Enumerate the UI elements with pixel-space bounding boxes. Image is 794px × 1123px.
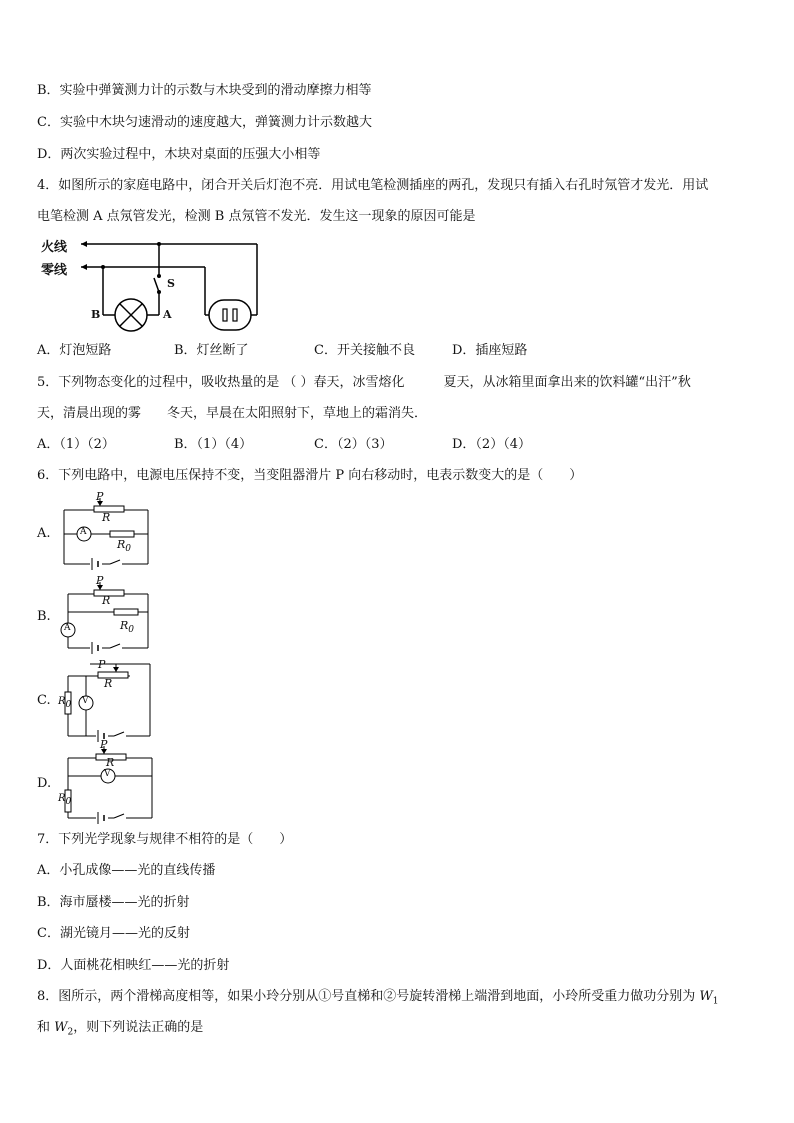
neutral-wire-label: 零线 [41, 263, 68, 278]
q8-stem-line1: 8．图所示，两个滑梯高度相等，如果小玲分别从①号直梯和②号旋转滑梯上端滑到地面，小玲所受重力做功分别为 $W_1$ [37, 989, 719, 1007]
q6d-voltmeter-label: V [104, 769, 111, 779]
q4-stem-line2: 电笔检测 A 点氖管发光，检测 B 点氖管不发光．发生这一现象的原因可能是 [37, 209, 476, 224]
point-a-label: A [163, 308, 172, 321]
q7-option-b: B．海市蜃楼——光的折射 [37, 895, 190, 910]
q7-option-a: A．小孔成像——光的直线传播 [37, 863, 216, 878]
q7-option-d: D．人面桃花相映红——光的折射 [37, 958, 230, 973]
q6d-r0-label: $R_0$ [58, 793, 72, 807]
q6c-p-label: P [98, 658, 106, 671]
q6-option-c-label: C. [37, 693, 51, 708]
q6d-p-label: P [100, 738, 108, 751]
q4-circuit-svg [37, 234, 267, 344]
q3-option-c: C．实验中木块匀速滑动的速度越大，弹簧测力计示数越大 [37, 115, 372, 130]
q5-option-b: B．（1）（4） [174, 437, 253, 452]
q7-option-c: C．湖光镜月——光的反射 [37, 926, 190, 941]
q6-circuit-b [60, 574, 160, 654]
q4-option-b: B．灯丝断了 [174, 343, 249, 358]
q6c-r-label: R [104, 677, 113, 690]
q6b-ammeter-label: A [64, 623, 71, 633]
q4-option-c: C．开关接触不良 [314, 343, 415, 358]
q5-stem-line2: 天，清晨出现的雾 冬天，早晨在太阳照射下，草地上的霜消失． [37, 406, 428, 421]
q6c-r0-label: $R_0$ [58, 696, 72, 710]
q6b-r0-label: $R_0$ [120, 619, 135, 636]
q6d-r-label: R [106, 756, 115, 769]
point-b-label: B [91, 308, 101, 321]
q6b-r-label: R [102, 594, 111, 607]
q7-stem: 7．下列光学现象与规律不相符的是（ ） [37, 832, 293, 847]
q6a-r0-label: $R_0$ [117, 538, 132, 555]
q3-option-b: B．实验中弹簧测力计的示数与木块受到的滑动摩擦力相等 [37, 83, 372, 98]
q6b-p-label: P [96, 574, 104, 587]
q3-option-d: D．两次实验过程中，木块对桌面的压强大小相等 [37, 147, 321, 162]
q6-circuit-d [58, 738, 160, 824]
q4-option-d: D．插座短路 [452, 343, 528, 358]
q8-stem-line2: 和 $W_2$，则下列说法正确的是 [37, 1020, 204, 1038]
q6a-ammeter-label: A [80, 527, 87, 537]
q5-option-d: D．（2）（4） [452, 437, 531, 452]
q6-circuit-c [60, 660, 160, 742]
q4-option-a: A．灯泡短路 [37, 343, 112, 358]
q5-option-a: A．（1）（2） [37, 437, 115, 452]
q5-stem-line1: 5．下列物态变化的过程中，吸收热量的是 （ ）春天，冰雪熔化 夏天，从冰箱里面拿出来的饮料罐“出汗”秋 [37, 375, 691, 390]
q5-option-c: C．（2）（3） [314, 437, 393, 452]
q6a-r-label: R [102, 511, 111, 524]
q4-circuit-diagram [37, 234, 267, 344]
q4-stem-line1: 4．如图所示的家庭电路中，闭合开关后灯泡不亮．用试电笔检测插座的两孔，发现只有插入右孔时氖管才发光．用试 [37, 178, 709, 193]
q6c-voltmeter-label: V [82, 696, 89, 706]
live-wire-label: 火线 [41, 240, 68, 255]
q6-option-d-label: D. [37, 776, 52, 791]
q6-option-a-label: A. [37, 526, 51, 541]
q6a-p-label: P [96, 490, 104, 503]
q6-stem: 6．下列电路中，电源电压保持不变，当变阻器滑片 P 向右移动时，电表示数变大的是（ ） [37, 468, 583, 483]
q6-option-b-label: B. [37, 609, 51, 624]
switch-label: S [167, 277, 175, 290]
q6-circuit-a [60, 490, 160, 570]
